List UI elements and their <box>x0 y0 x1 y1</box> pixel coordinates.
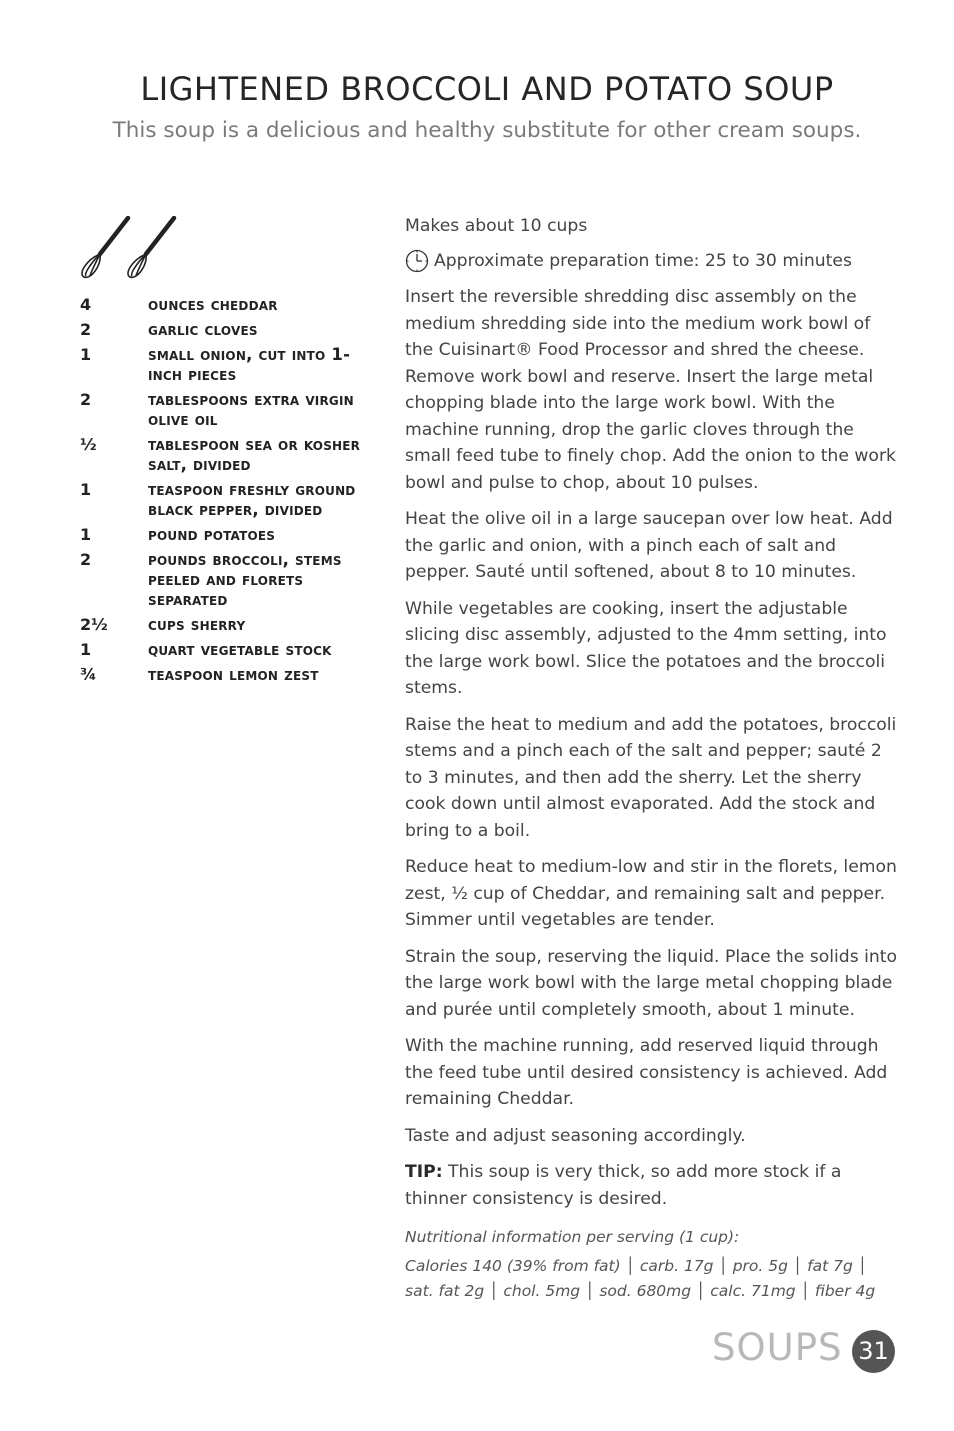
method-column <box>405 213 900 1313</box>
method-step: Heat the olive oil in a large saucepan over low heat. Add the garlic and onion, with a pinch each of salt and pepper. Sauté until softened, about 8 to 10 minutes. <box>405 509 893 582</box>
method-step: Strain the soup, reserving the liquid. Place the solids into the large work bowl with the large metal chopping blade and purée until completely smooth, about 1 minute. <box>405 946 898 1020</box>
method-step: With the machine running, add reserved liquid through the feed tube until desired consistency is achieved. Add remaining Cheddar. <box>405 1036 888 1109</box>
ingredient-quantity: 4 <box>80 295 92 314</box>
ingredient-name: small onion, cut into 1-inch pieces <box>148 345 351 384</box>
nutrition-facts <box>405 1254 900 1303</box>
ingredient-quantity: ¾ <box>80 665 97 684</box>
section-label: SOUPS <box>712 1326 843 1369</box>
ingredient-name: quart vegetable stock <box>148 640 332 659</box>
nutrition-line: Calories 140 (39% from fat) │ carb. 17g │ pro. 5g │ fat 7g │ <box>405 1257 868 1275</box>
nutrition-line: sat. fat 2g │ chol. 5mg │ sod. 680mg │ calc. 71mg │ fiber 4g <box>405 1281 876 1300</box>
recipe-title: LIGHTENED BROCCOLI AND POTATO SOUP <box>140 70 834 108</box>
ingredient-row <box>80 480 380 520</box>
ingredient-quantity: 2 <box>80 390 92 409</box>
ingredient-quantity: 2½ <box>80 615 108 634</box>
ingredient-row <box>80 640 380 660</box>
ingredient-name: pounds broccoli, stems peeled and florets separated <box>148 550 342 609</box>
whisk-icon <box>78 216 188 280</box>
ingredient-name: pound potatoes <box>148 525 276 544</box>
recipe-subtitle: This soup is a delicious and healthy substitute for other cream soups. <box>112 118 862 143</box>
ingredient-row <box>80 550 380 610</box>
ingredient-name: teaspoon lemon zest <box>148 665 319 684</box>
tip <box>405 1159 900 1212</box>
ingredient-row <box>80 320 380 340</box>
ingredient-row <box>80 295 380 315</box>
tip-label: TIP: <box>405 1162 443 1182</box>
method-step: Reduce heat to medium-low and stir in the florets, lemon zest, ½ cup of Cheddar, and remaining salt and pepper. Simmer until vegetables are tender. <box>405 857 897 930</box>
ingredient-row <box>80 345 380 385</box>
ingredient-list <box>80 295 380 690</box>
ingredient-row <box>80 435 380 475</box>
prep-time <box>405 248 900 275</box>
ingredient-name: cups sherry <box>148 615 246 634</box>
method-step: Taste and adjust seasoning accordingly. <box>405 1125 746 1146</box>
ingredient-quantity: 2 <box>80 550 92 569</box>
ingredient-quantity: 1 <box>80 525 92 544</box>
tip-text: This soup is very thick, so add more stock if a thinner consistency is desired. <box>405 1162 842 1209</box>
nutrition-heading: Nutritional information per serving (1 cup): <box>405 1228 740 1246</box>
clock-icon <box>405 249 429 273</box>
ingredient-name: tablespoon sea or kosher salt, divided <box>148 435 361 474</box>
ingredient-row <box>80 665 380 685</box>
ingredient-name: ounces cheddar <box>148 295 278 314</box>
ingredient-quantity: 1 <box>80 640 92 659</box>
prep-time-text: Approximate preparation time: 25 to 30 minutes <box>434 250 852 271</box>
ingredient-row <box>80 525 380 545</box>
ingredient-row <box>80 390 380 430</box>
method-step: Insert the reversible shredding disc assembly on the medium shredding side into the medium work bowl of the Cuisinart® Food Processor and shred the cheese. Remove work bowl and reserve. Insert the large metal chopping blade into the large work bowl. With the machine running, drop the garlic cloves through the small feed tube to finely chop. Add the onion to the work bowl and pulse to chop, about 10 pulses. <box>405 287 896 493</box>
ingredient-quantity: 1 <box>80 480 92 499</box>
method-step: Raise the heat to medium and add the potatoes, broccoli stems and a pinch each of the salt and pepper; sauté 2 to 3 minutes, and then add the sherry. Let the sherry cook down until almost evaporated. Add the stock and bring to a boil. <box>405 714 897 841</box>
ingredient-quantity: 1 <box>80 345 92 364</box>
ingredient-name: garlic cloves <box>148 320 258 339</box>
yield-text: Makes about 10 cups <box>405 216 588 236</box>
ingredient-row <box>80 615 380 635</box>
ingredient-quantity: ½ <box>80 435 97 454</box>
ingredient-name: teaspoon freshly ground black pepper, divided <box>148 480 356 519</box>
method-step: While vegetables are cooking, insert the adjustable slicing disc assembly, adjusted to the 4mm setting, into the large work bowl. Slice the potatoes and the broccoli stems. <box>405 598 887 698</box>
page-number: 31 <box>852 1330 895 1373</box>
ingredient-quantity: 2 <box>80 320 92 339</box>
ingredient-name: tablespoons extra virgin olive oil <box>148 390 354 429</box>
